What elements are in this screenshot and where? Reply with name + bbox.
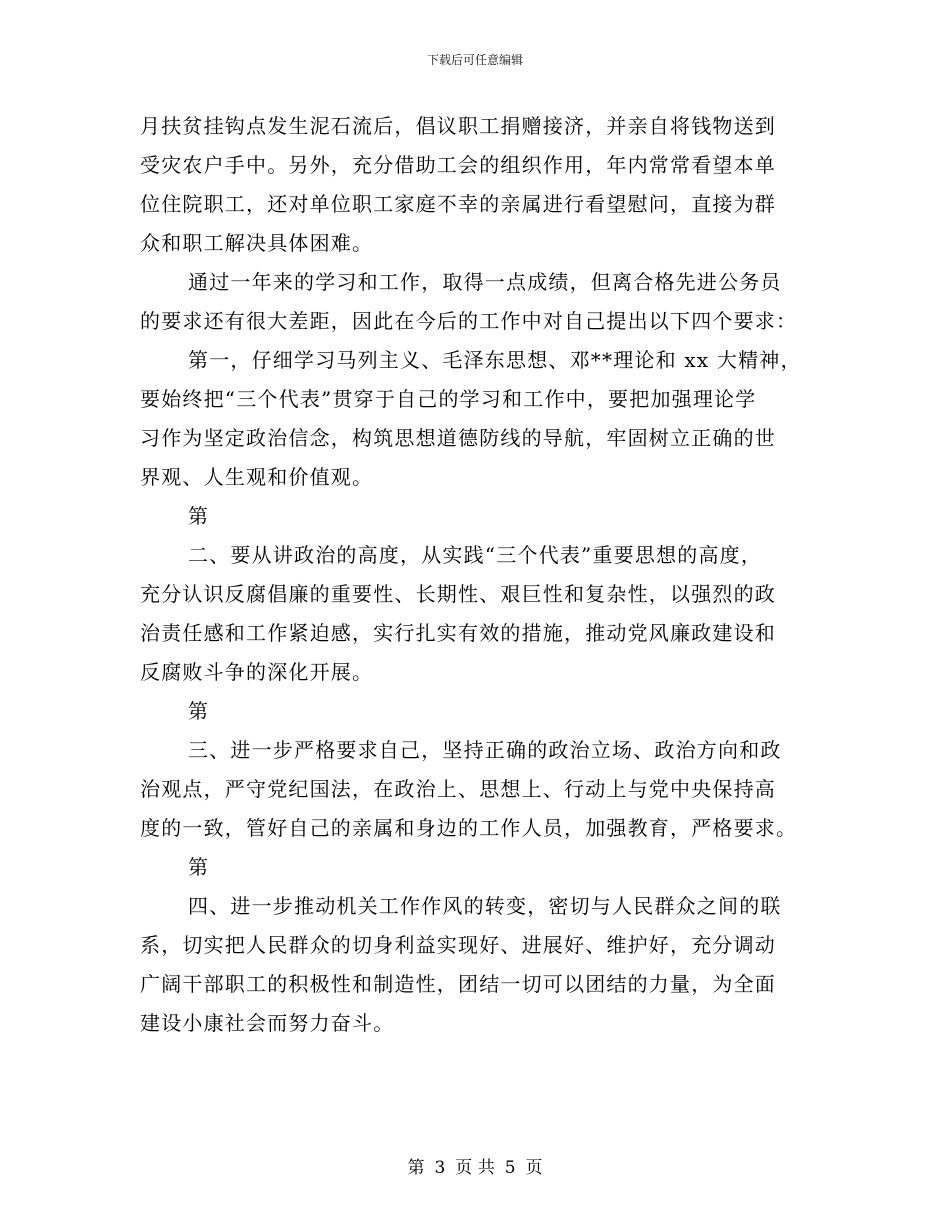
- page-label-prefix: 第: [407, 1158, 425, 1178]
- page-label-middle: 页 共: [455, 1158, 495, 1178]
- text-line: 习作为坚定政治信念，构筑思想道德防线的导航，牢固树立正确的世: [140, 426, 776, 450]
- text-line: 充分认识反腐倡廉的重要性、长期性、艰巨性和复杂性，以强烈的政: [140, 582, 776, 606]
- current-page-number: 3: [434, 1158, 446, 1178]
- text-line: 二、要从讲政治的高度，从实践“三个代表”重要思想的高度，: [188, 543, 763, 567]
- page-label-suffix: 页: [525, 1158, 543, 1178]
- text-line: 月扶贫挂钩点发生泥石流后，倡议职工捐赠接济，并亲自将钱物送到: [140, 114, 776, 138]
- text-line: 位住院职工，还对单位职工家庭不幸的亲属进行看望慰问，直接为群: [140, 192, 776, 216]
- text-line: 第: [188, 699, 210, 723]
- text-line: 受灾农户手中。另外，充分借助工会的组织作用，年内常常看望本单: [140, 153, 776, 177]
- document-body: [140, 107, 812, 1043]
- text-line: 众和职工解决具体困难。: [140, 231, 374, 255]
- page-header: 下载后可任意编辑: [426, 53, 523, 67]
- text-line: 通过一年来的学习和工作，取得一点成绩，但离合格先进公务员: [188, 270, 782, 294]
- text-line: 四、进一步推动机关工作作风的转变，密切与人民群众之间的联: [188, 894, 782, 918]
- text-line: 反腐败斗争的深化开展。: [140, 660, 374, 684]
- text-line: 第: [188, 855, 210, 879]
- text-line: 治观点，严守党纪国法，在政治上、思想上、行动上与党中央保持高: [140, 777, 776, 801]
- text-line: 三、进一步严格要求自己，坚持正确的政治立场、政治方向和政: [188, 738, 782, 762]
- text-line: 度的一致，管好自己的亲属和身边的工作人员，加强教育，严格要求。: [140, 816, 798, 840]
- text-line: 第一，仔细学习马列主义、毛泽东思想、邓**理论和 xx 大精神，: [188, 348, 802, 372]
- text-line: 治责任感和工作紧迫感，实行扎实有效的措施，推动党风廉政建设和: [140, 621, 776, 645]
- text-line: 建设小康社会而努力奋斗。: [140, 1011, 395, 1035]
- text-line: 第: [188, 504, 210, 528]
- text-line: 要始终把“三个代表”贯穿于自己的学习和工作中，要把加强理论学: [140, 387, 757, 411]
- page-footer: [0, 1157, 950, 1179]
- text-line: 系，切实把人民群众的切身利益实现好、进展好、维护好，充分调动: [140, 933, 776, 957]
- text-line: 界观、人生观和价值观。: [140, 465, 374, 489]
- text-line: 广阔干部职工的积极性和制造性，团结一切可以团结的力量，为全面: [140, 972, 776, 996]
- total-pages-number: 5: [504, 1158, 516, 1178]
- text-line: 的要求还有很大差距，因此在今后的工作中对自己提出以下四个要求：: [140, 309, 798, 333]
